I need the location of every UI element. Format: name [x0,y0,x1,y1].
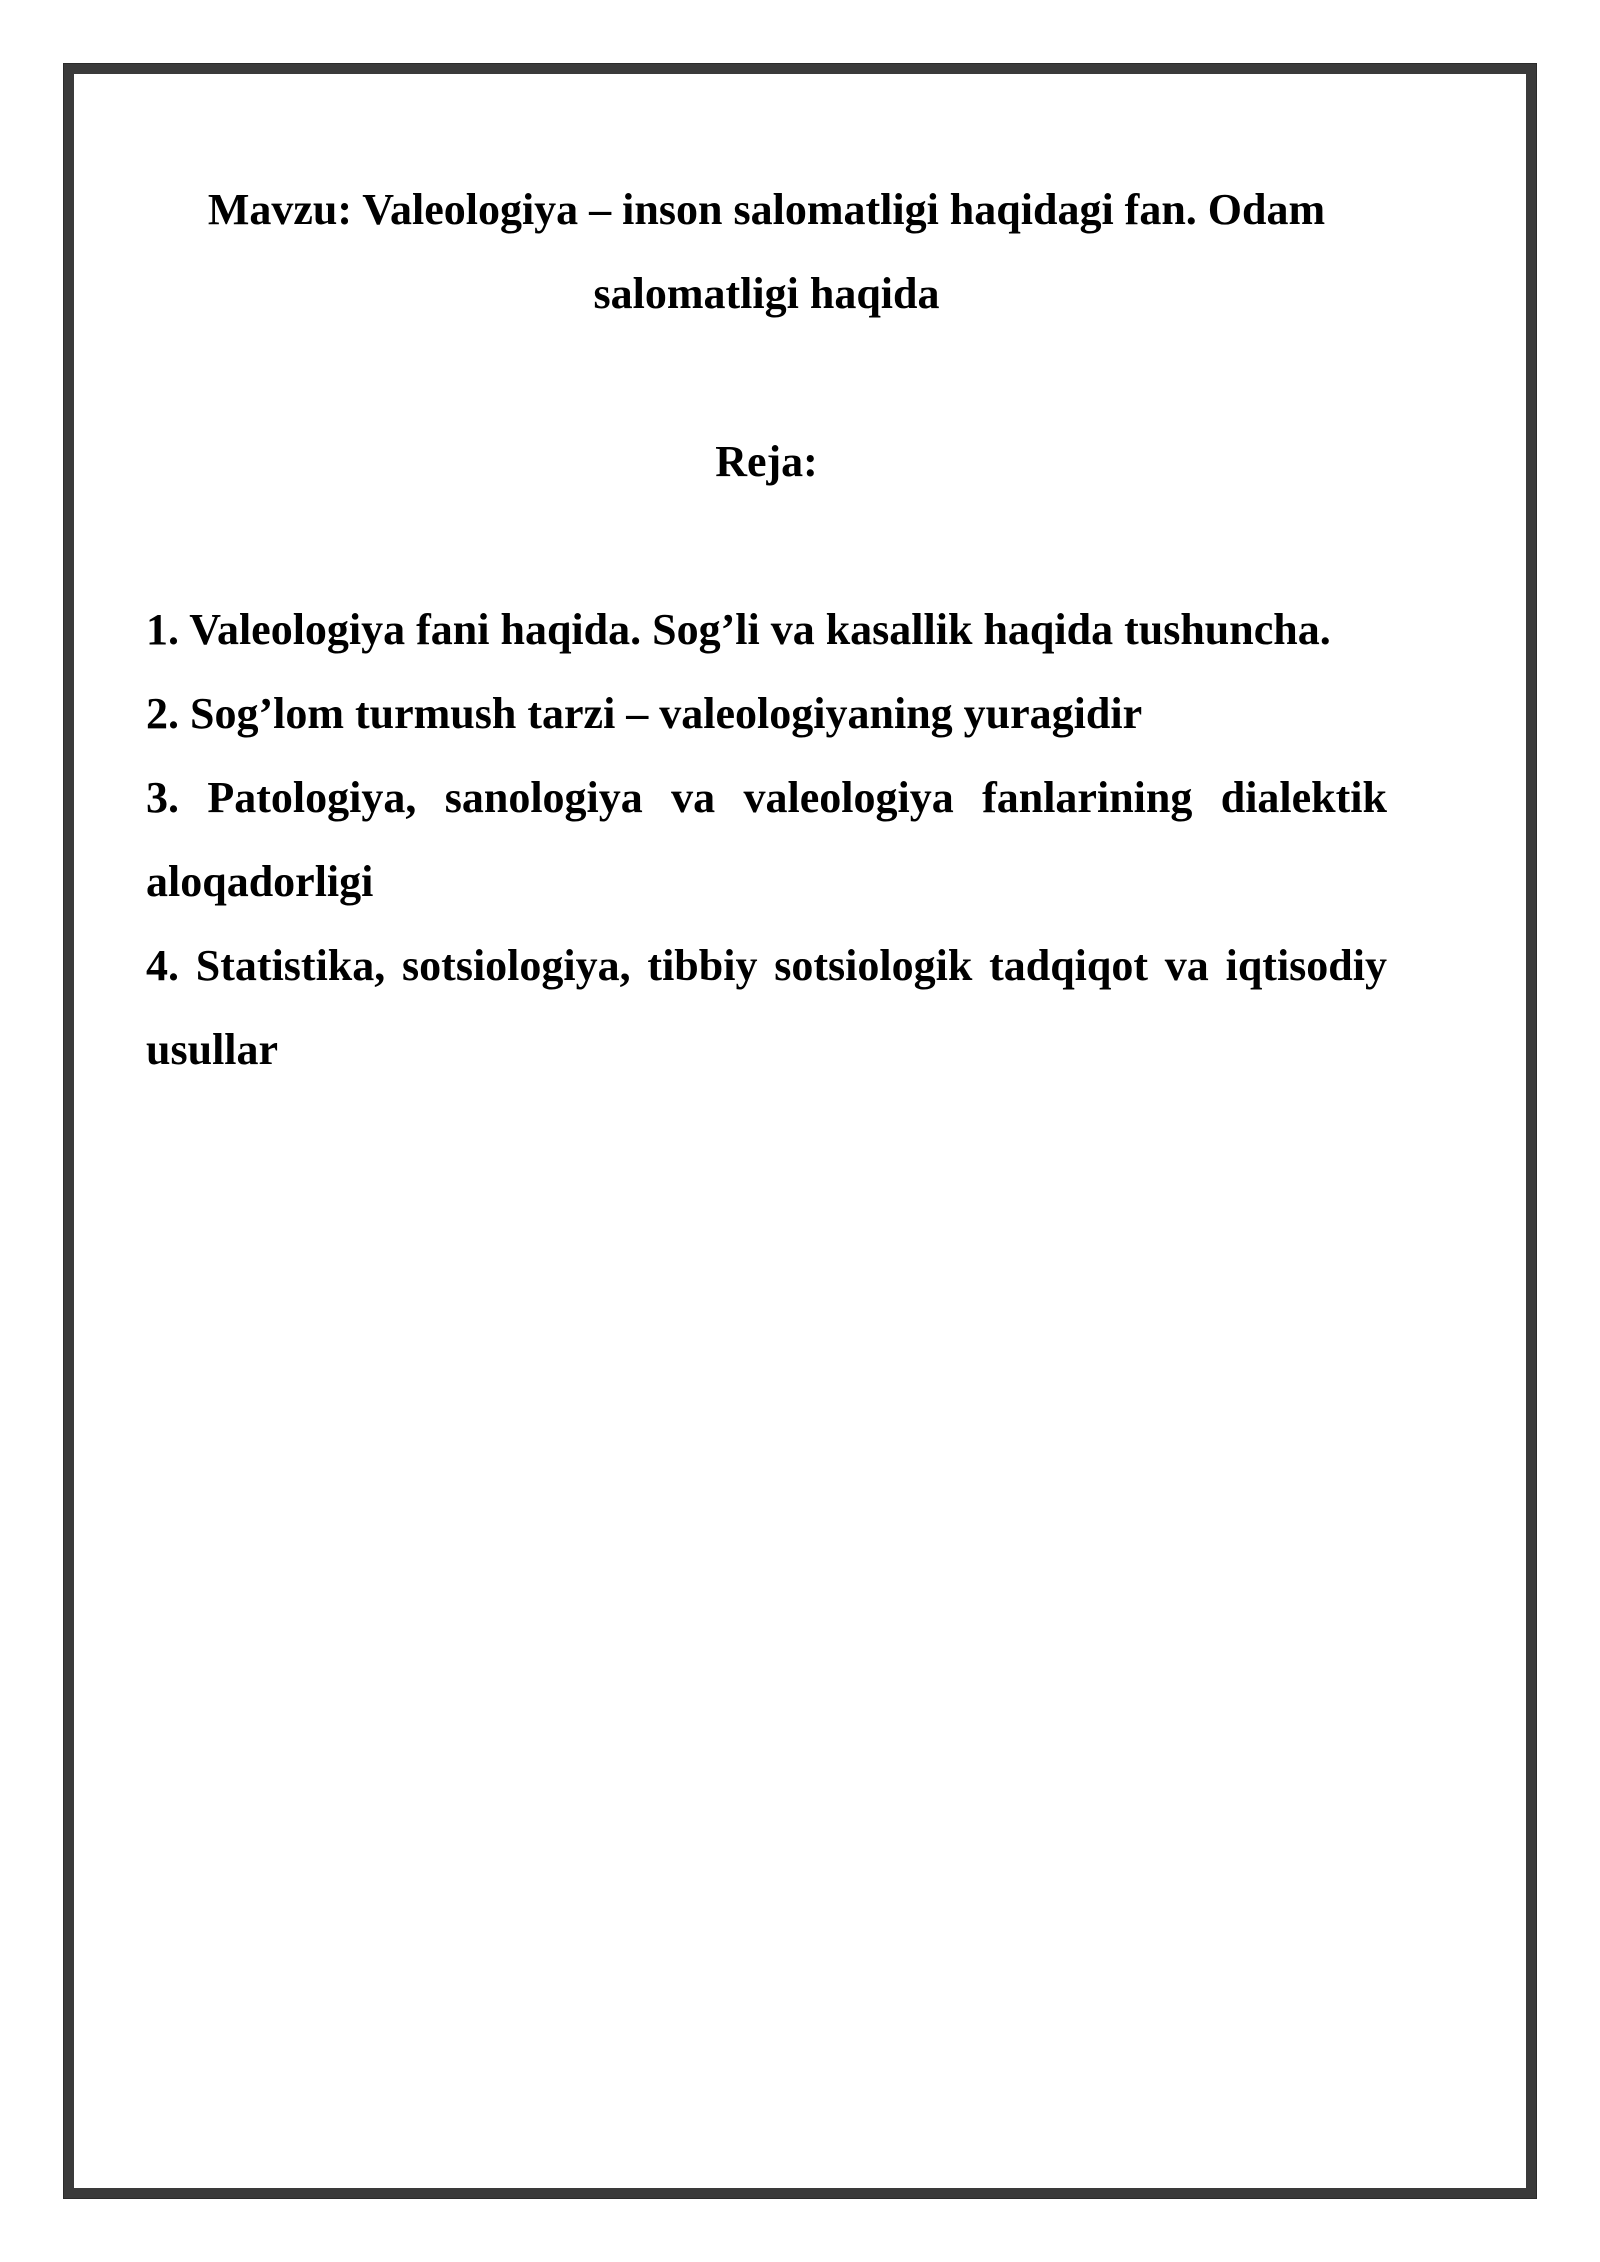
document-title: Mavzu: Valeologiya – inson salomatligi haqidagi fan. Odam salomatligi haqida [207,185,1326,318]
plan-item-2: 2. Sog’lom turmush tarzi – valeologiyaning yuragidir [146,689,1143,738]
plan-heading: Reja: [715,437,818,486]
plan-item-3: 3. Patologiya, sanologiya va valeologiya fanlarining dialektik aloqadorligi [146,773,1387,906]
document-body [146,168,1387,1092]
plan-item-1: 1. Valeologiya fani haqida. Sog’li va kasallik haqida tushuncha. [146,605,1331,654]
plan-list [146,588,1387,1092]
plan-item-4: 4. Statistika, sotsiologiya, tibbiy sotsiologik tadqiqot va iqtisodiy usullar [146,941,1387,1074]
